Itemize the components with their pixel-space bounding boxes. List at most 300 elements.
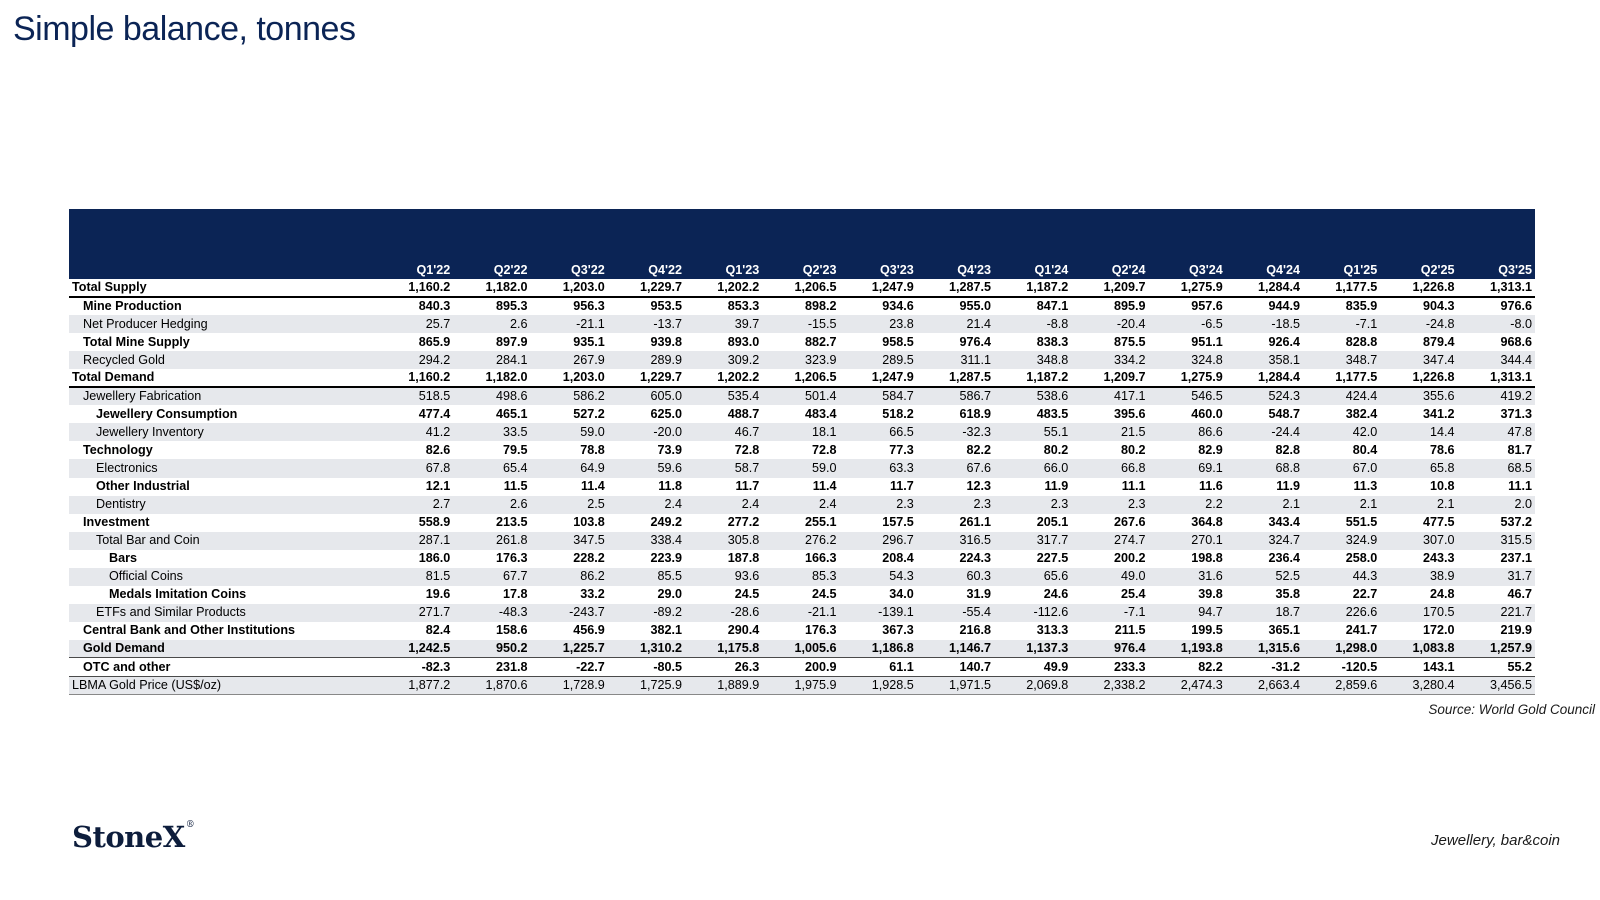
table-cell: 382.1: [650, 623, 683, 638]
table-cell: -13.7: [608, 315, 685, 333]
table-cell: 11.4: [812, 479, 837, 494]
row-label: Official Coins: [69, 568, 376, 586]
table-cell: 367.3: [882, 623, 914, 638]
row-label: Total Bar and Coin: [69, 532, 376, 550]
table-cell: 227.5: [1036, 551, 1069, 566]
table-cell: 261.1: [959, 515, 992, 530]
column-header: Q3'22: [531, 209, 608, 279]
table-row: [69, 441, 1535, 459]
table-cell: 953.5: [650, 299, 683, 314]
table-cell: 271.7: [376, 604, 453, 622]
column-header: Q3'25: [1458, 209, 1535, 279]
table-row: [69, 405, 1535, 423]
table-cell: -55.4: [917, 604, 994, 622]
table-cell: -24.8: [1380, 315, 1457, 333]
table-cell: 67.6: [917, 459, 994, 477]
table-row: [69, 676, 1535, 694]
table-cell: 584.7: [840, 387, 917, 405]
table-cell: 72.8: [734, 442, 760, 457]
table-cell: 341.2: [1423, 406, 1455, 421]
row-label: Other Industrial: [96, 479, 190, 494]
table-cell: 47.8: [1458, 423, 1535, 441]
table-cell: 944.9: [1268, 299, 1301, 314]
header-label-cell: [69, 209, 376, 279]
table-cell: 17.8: [503, 587, 528, 602]
table-cell: 80.2: [1121, 442, 1146, 457]
table-cell: 527.2: [573, 406, 605, 421]
table-cell: 1,257.9: [1458, 640, 1535, 658]
table-cell: 31.9: [966, 587, 992, 602]
table-cell: 86.2: [531, 568, 608, 586]
row-label: Technology: [83, 442, 153, 457]
column-header: Q3'24: [1149, 209, 1226, 279]
table-row: [69, 369, 1535, 387]
table-cell: -139.1: [840, 604, 917, 622]
table-cell: 216.8: [959, 623, 992, 638]
table-cell: 176.3: [496, 551, 528, 566]
table-cell: 231.8: [453, 658, 530, 676]
table-row: [69, 604, 1535, 622]
table-cell: 1,313.1: [1458, 279, 1535, 297]
table-cell: 895.3: [496, 299, 528, 314]
supply-demand-table: [69, 209, 1535, 695]
table-cell: 1,242.5: [376, 640, 453, 658]
table-cell: 586.7: [917, 387, 994, 405]
table-cell: 313.3: [1036, 623, 1069, 638]
table-cell: 882.7: [805, 334, 837, 349]
row-label: Mine Production: [83, 299, 182, 314]
row-label: Bars: [109, 551, 138, 566]
table-cell: 2.2: [1149, 496, 1226, 514]
table-cell: -20.4: [1071, 315, 1148, 333]
table-cell: 2.0: [1458, 496, 1535, 514]
table-cell: 1,182.0: [453, 369, 530, 387]
table-cell: 11.6: [1198, 479, 1223, 494]
table-cell: 586.2: [531, 387, 608, 405]
table-cell: 1,284.4: [1226, 279, 1303, 297]
table-cell: 186.0: [418, 551, 451, 566]
table-cell: -7.1: [1303, 315, 1380, 333]
table-cell: 226.6: [1303, 604, 1380, 622]
table-row: [69, 514, 1535, 532]
table-cell: 344.4: [1458, 351, 1535, 369]
table-cell: 33.5: [453, 423, 530, 441]
table-cell: 18.7: [1226, 604, 1303, 622]
table-cell: 875.5: [1114, 334, 1146, 349]
table-cell: 1,005.6: [762, 640, 839, 658]
table-cell: 2.5: [531, 496, 608, 514]
table-cell: 270.1: [1149, 532, 1226, 550]
table-cell: 140.7: [917, 658, 994, 676]
table-cell: 2.4: [762, 496, 839, 514]
row-label: Gold Demand: [69, 640, 376, 658]
table-cell: 24.8: [1430, 587, 1455, 602]
table-cell: 1,146.7: [917, 640, 994, 658]
table-cell: -24.4: [1226, 423, 1303, 441]
table-cell: 358.1: [1226, 351, 1303, 369]
row-label: ETFs and Similar Products: [69, 604, 376, 622]
row-label: Net Producer Hedging: [69, 315, 376, 333]
table-cell: 166.3: [805, 551, 837, 566]
table-cell: 1,889.9: [685, 676, 762, 694]
table-cell: 241.7: [1345, 623, 1378, 638]
table-cell: 456.9: [573, 623, 605, 638]
table-row: [69, 423, 1535, 441]
table-cell: 228.2: [573, 551, 605, 566]
table-cell: -15.5: [762, 315, 839, 333]
table-cell: 898.2: [805, 299, 837, 314]
table-cell: 78.6: [1430, 442, 1455, 457]
table-cell: 3,280.4: [1380, 676, 1457, 694]
table-cell: 483.5: [1036, 406, 1069, 421]
table-cell: 1,728.9: [531, 676, 608, 694]
table-cell: 205.1: [1036, 515, 1069, 530]
table-cell: 847.1: [1036, 299, 1069, 314]
table-cell: 1,310.2: [608, 640, 685, 658]
table-cell: 11.7: [735, 479, 760, 494]
table-cell: 976.6: [1500, 299, 1532, 314]
table-cell: 305.8: [685, 532, 762, 550]
table-cell: 267.9: [531, 351, 608, 369]
table-cell: 2.7: [376, 496, 453, 514]
table-cell: 477.5: [1423, 515, 1455, 530]
table-cell: 236.4: [1268, 551, 1301, 566]
table-cell: 187.8: [727, 551, 760, 566]
table-cell: 267.6: [1114, 515, 1146, 530]
table-cell: 25.7: [376, 315, 453, 333]
table-cell: 893.0: [727, 334, 760, 349]
table-cell: 103.8: [573, 515, 605, 530]
table-cell: 208.4: [882, 551, 914, 566]
table-cell: 1,202.2: [685, 279, 762, 297]
table-row: [69, 279, 1535, 297]
table-cell: 465.1: [496, 406, 528, 421]
table-cell: 11.7: [889, 479, 914, 494]
table-cell: 49.9: [994, 658, 1071, 676]
table-cell: 67.8: [376, 459, 453, 477]
table-cell: -80.5: [608, 658, 685, 676]
row-label: Medals Imitation Coins: [109, 587, 247, 602]
table-cell: 284.1: [453, 351, 530, 369]
table-cell: 835.9: [1345, 299, 1378, 314]
table-cell: 524.3: [1226, 387, 1303, 405]
table-cell: 2.3: [1071, 496, 1148, 514]
table-cell: 200.2: [1114, 551, 1146, 566]
table-cell: 3,456.5: [1458, 676, 1535, 694]
table-cell: 518.2: [882, 406, 914, 421]
table-cell: 535.4: [685, 387, 762, 405]
table-cell: 840.3: [418, 299, 451, 314]
table-cell: 828.8: [1345, 334, 1378, 349]
table-cell: 1,298.0: [1303, 640, 1380, 658]
table-cell: 93.6: [685, 568, 762, 586]
table-cell: 348.7: [1303, 351, 1380, 369]
table-cell: 276.2: [762, 532, 839, 550]
table-cell: 86.6: [1149, 423, 1226, 441]
table-cell: 68.8: [1226, 459, 1303, 477]
table-cell: 537.2: [1500, 515, 1532, 530]
table-cell: 1,247.9: [840, 369, 917, 387]
column-header: Q2'23: [762, 209, 839, 279]
source-note: Source: World Gold Council: [1428, 702, 1595, 717]
table-cell: 58.7: [685, 459, 762, 477]
table-cell: 39.8: [1198, 587, 1223, 602]
table-cell: 1,229.7: [608, 279, 685, 297]
table-cell: 347.4: [1380, 351, 1457, 369]
table-cell: 82.2: [966, 442, 992, 457]
table-row: [69, 297, 1535, 315]
table-cell: 65.6: [994, 568, 1071, 586]
table-cell: 78.8: [580, 442, 605, 457]
table-cell: -28.6: [685, 604, 762, 622]
table-cell: 546.5: [1149, 387, 1226, 405]
table-cell: 274.7: [1071, 532, 1148, 550]
table-cell: 950.2: [453, 640, 530, 658]
table-cell: 52.5: [1226, 568, 1303, 586]
table-cell: 200.9: [762, 658, 839, 676]
table-cell: 82.6: [425, 442, 451, 457]
table-cell: 11.1: [1121, 479, 1146, 494]
table-cell: 518.5: [376, 387, 453, 405]
table-cell: 488.7: [727, 406, 760, 421]
table-cell: 249.2: [650, 515, 683, 530]
table-cell: 348.8: [994, 351, 1071, 369]
table-cell: 1,182.0: [453, 279, 530, 297]
table-cell: 1,247.9: [840, 279, 917, 297]
table-cell: 38.9: [1380, 568, 1457, 586]
table-cell: -21.1: [531, 315, 608, 333]
table-cell: 1,083.8: [1380, 640, 1457, 658]
table-cell: 1,177.5: [1303, 279, 1380, 297]
table-cell: 44.3: [1303, 568, 1380, 586]
column-header: Q2'25: [1380, 209, 1457, 279]
table-cell: -120.5: [1303, 658, 1380, 676]
table-cell: 77.3: [889, 442, 914, 457]
table-cell: 31.6: [1149, 568, 1226, 586]
table-cell: 317.7: [994, 532, 1071, 550]
table-cell: 172.0: [1423, 623, 1455, 638]
table-cell: 21.4: [917, 315, 994, 333]
table-cell: 287.1: [376, 532, 453, 550]
table-cell: 382.4: [1345, 406, 1378, 421]
table-cell: 2,663.4: [1226, 676, 1303, 694]
table-cell: 54.3: [840, 568, 917, 586]
table-cell: -32.3: [917, 423, 994, 441]
table-cell: 199.5: [1191, 623, 1223, 638]
table-cell: 976.4: [1071, 640, 1148, 658]
table-cell: 1,275.9: [1149, 279, 1226, 297]
table-cell: -8.8: [994, 315, 1071, 333]
table-cell: 2,859.6: [1303, 676, 1380, 694]
column-header: Q1'24: [994, 209, 1071, 279]
table-header-row: [69, 209, 1535, 279]
table-cell: -6.5: [1149, 315, 1226, 333]
table-cell: 60.3: [917, 568, 994, 586]
table-cell: 289.5: [840, 351, 917, 369]
row-label: Jewellery Fabrication: [69, 387, 376, 405]
table-cell: 33.2: [580, 587, 605, 602]
row-label: Total Mine Supply: [83, 334, 190, 349]
table-cell: 61.1: [840, 658, 917, 676]
table-cell: 1,202.2: [685, 369, 762, 387]
table-row: [69, 640, 1535, 658]
table-cell: 65.8: [1380, 459, 1457, 477]
row-label: Central Bank and Other Institutions: [83, 623, 296, 638]
table-cell: 35.8: [1275, 587, 1301, 602]
table-cell: -20.0: [608, 423, 685, 441]
table-cell: 255.1: [805, 515, 837, 530]
table-cell: 1,175.8: [685, 640, 762, 658]
table-cell: 176.3: [805, 623, 837, 638]
column-header: Q4'24: [1226, 209, 1303, 279]
table-cell: 65.4: [453, 459, 530, 477]
column-header: Q3'23: [840, 209, 917, 279]
table-cell: -89.2: [608, 604, 685, 622]
table-cell: 94.7: [1149, 604, 1226, 622]
table-cell: 1,137.3: [994, 640, 1071, 658]
table-cell: 347.5: [531, 532, 608, 550]
table-row: [69, 586, 1535, 604]
table-cell: 59.0: [531, 423, 608, 441]
table-cell: 311.1: [917, 351, 994, 369]
table-cell: 213.5: [496, 515, 528, 530]
table-cell: 2.3: [994, 496, 1071, 514]
table-cell: 22.7: [1352, 587, 1378, 602]
table-cell: 1,226.8: [1380, 369, 1457, 387]
table-cell: 258.0: [1345, 551, 1378, 566]
table-row: [69, 459, 1535, 477]
table-cell: 42.0: [1303, 423, 1380, 441]
table-cell: 879.4: [1423, 334, 1455, 349]
table-cell: 1,313.1: [1458, 369, 1535, 387]
row-label: Total Demand: [69, 369, 376, 387]
table-cell: 2.1: [1226, 496, 1303, 514]
table-cell: -21.1: [762, 604, 839, 622]
table-cell: 976.4: [959, 334, 992, 349]
table-cell: 25.4: [1121, 587, 1146, 602]
table-cell: 1,209.7: [1071, 279, 1148, 297]
table-cell: 956.3: [573, 299, 605, 314]
table-cell: 551.5: [1345, 515, 1378, 530]
table-cell: 926.4: [1268, 334, 1301, 349]
table-cell: 23.8: [840, 315, 917, 333]
table-cell: 1,225.7: [531, 640, 608, 658]
table-cell: 2.3: [840, 496, 917, 514]
table-cell: 11.9: [1044, 479, 1069, 494]
table-cell: 548.7: [1268, 406, 1301, 421]
table-cell: 605.0: [608, 387, 685, 405]
table-cell: 1,275.9: [1149, 369, 1226, 387]
table-cell: 1,187.2: [994, 279, 1071, 297]
table-cell: 34.0: [889, 587, 914, 602]
page-title: Simple balance, tonnes: [13, 10, 356, 48]
row-label: Electronics: [69, 459, 376, 477]
table-cell: 1,725.9: [608, 676, 685, 694]
table-cell: 68.5: [1458, 459, 1535, 477]
table-cell: 18.1: [762, 423, 839, 441]
table-cell: 46.7: [1507, 587, 1532, 602]
table-cell: 417.1: [1071, 387, 1148, 405]
table-cell: 29.0: [657, 587, 683, 602]
table-cell: 79.5: [503, 442, 528, 457]
table-cell: 1,877.2: [376, 676, 453, 694]
table-row: [69, 333, 1535, 351]
table-cell: 355.6: [1380, 387, 1457, 405]
table-cell: 338.4: [608, 532, 685, 550]
table-cell: 935.1: [573, 334, 605, 349]
table-cell: 1,971.5: [917, 676, 994, 694]
table-cell: 157.5: [882, 515, 914, 530]
table-cell: 277.2: [727, 515, 760, 530]
table-cell: 838.3: [1036, 334, 1069, 349]
table-cell: 80.2: [1043, 442, 1069, 457]
table-cell: 46.7: [685, 423, 762, 441]
row-label: OTC and other: [69, 658, 376, 676]
table-cell: 67.0: [1303, 459, 1380, 477]
table-cell: 237.1: [1500, 551, 1532, 566]
column-header: Q2'22: [453, 209, 530, 279]
table-cell: 934.6: [882, 299, 914, 314]
table-cell: 233.3: [1071, 658, 1148, 676]
table-cell: 323.9: [762, 351, 839, 369]
table-cell: 10.8: [1430, 479, 1455, 494]
table-cell: 618.9: [959, 406, 992, 421]
table-cell: 55.2: [1458, 658, 1535, 676]
table-cell: 11.1: [1508, 479, 1532, 494]
table-cell: 483.4: [805, 406, 837, 421]
table-cell: 82.9: [1198, 442, 1223, 457]
row-label: Jewellery Consumption: [96, 406, 238, 421]
table-cell: 371.3: [1500, 406, 1532, 421]
table-cell: 219.9: [1500, 623, 1532, 638]
table-cell: 55.1: [994, 423, 1071, 441]
table-cell: 66.8: [1071, 459, 1148, 477]
column-header: Q4'23: [917, 209, 994, 279]
table-cell: 1,206.5: [762, 279, 839, 297]
table-cell: 307.0: [1380, 532, 1457, 550]
table-cell: 198.8: [1191, 551, 1223, 566]
table-cell: 309.2: [685, 351, 762, 369]
table-row: [69, 550, 1535, 568]
table-cell: 853.3: [727, 299, 760, 314]
table-cell: 2.1: [1303, 496, 1380, 514]
table-cell: 85.5: [608, 568, 685, 586]
table-cell: 424.4: [1303, 387, 1380, 405]
table-cell: -48.3: [453, 604, 530, 622]
table-cell: 2.1: [1380, 496, 1457, 514]
table-cell: 364.8: [1191, 515, 1223, 530]
table-cell: 1,160.2: [376, 279, 453, 297]
table-cell: 2.4: [608, 496, 685, 514]
table-cell: 21.5: [1071, 423, 1148, 441]
table-row: [69, 496, 1535, 514]
table-cell: 1,315.6: [1226, 640, 1303, 658]
table-cell: 224.3: [959, 551, 992, 566]
row-label: Recycled Gold: [69, 351, 376, 369]
table-cell: 296.7: [840, 532, 917, 550]
table-cell: 316.5: [917, 532, 994, 550]
table-row: [69, 658, 1535, 676]
row-label: LBMA Gold Price (US$/oz): [69, 676, 376, 694]
table-cell: 143.1: [1380, 658, 1457, 676]
table-cell: 11.4: [580, 479, 605, 494]
table-cell: 24.5: [734, 587, 760, 602]
table-cell: 39.7: [685, 315, 762, 333]
row-label: Total Supply: [69, 279, 376, 297]
table-cell: 170.5: [1380, 604, 1457, 622]
table-cell: 1,187.2: [994, 369, 1071, 387]
table-cell: 1,229.7: [608, 369, 685, 387]
